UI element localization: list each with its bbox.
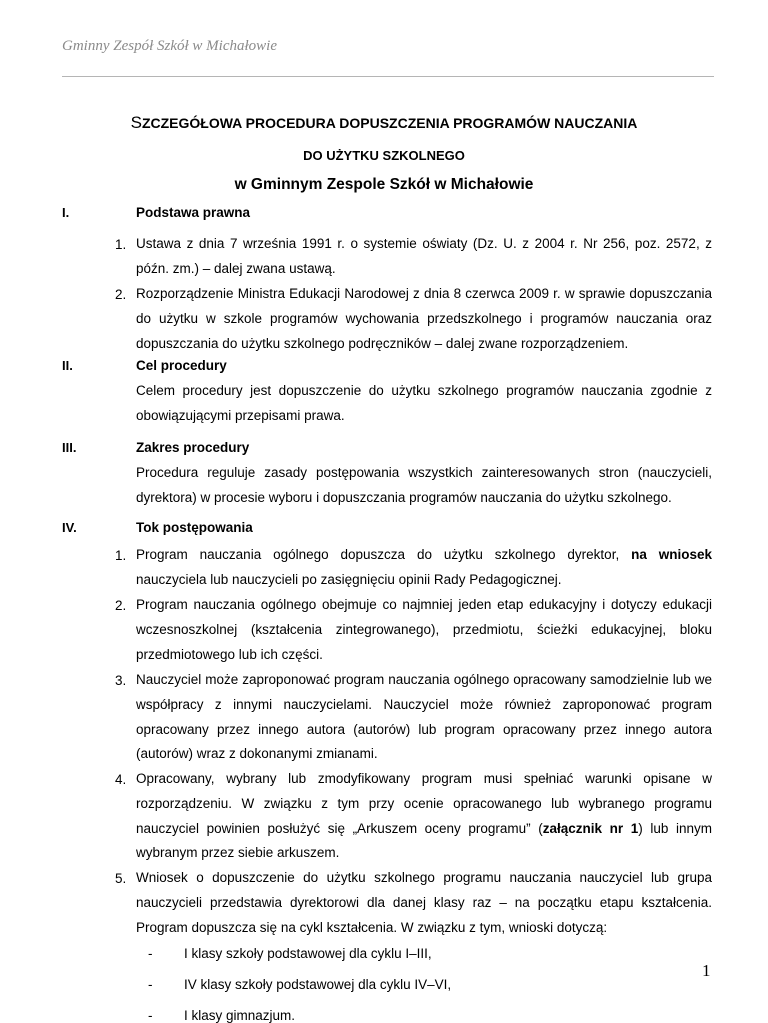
list-item-number: 2. [115, 598, 127, 613]
title-line-1: ZCZEGÓŁOWA PROCEDURA DOPUSZCZENIA PROGRAMÓW NAUCZANIA [141, 115, 638, 131]
sub-list-item: I klasy szkoły podstawowej dla cyklu I–III, [184, 946, 432, 961]
sub-list-bullet: - [148, 977, 153, 992]
list-item-number: 4. [115, 772, 127, 787]
section-number: II. [62, 358, 73, 373]
header-divider [62, 76, 714, 77]
list-item-number: 5. [115, 871, 127, 886]
list-item-text: Ustawa z dnia 7 września 1991 r. o systemie oświaty (Dz. U. z 2004 r. Nr 256, poz. 2572, z późn. zm.) – dalej zwana ustawą. [136, 236, 712, 276]
page-number: 1 [702, 961, 711, 980]
title-initial: S [130, 113, 142, 132]
list-item-text: Nauczyciel może zaproponować program nauczania ogólnego opracowany samodzielnie lub we współpracy z innymi nauczycielami. Nauczyciel może również zaproponować program opracowany przez innego autora (autorów) lub program opracowany przez innego autora (autorów) wraz z dokonanymi zmianami. [136, 672, 712, 762]
sub-list-bullet: - [148, 946, 153, 961]
list-item-number: 3. [115, 673, 127, 688]
list-item-text: Rozporządzenie Ministra Edukacji Narodowej z dnia 8 czerwca 2009 r. w sprawie dopuszczania do użytku w szkole programów wychowania przedszkolnego i programów nauczania oraz dopuszczania do użytku szkolnego podręczników – dalej zwane rozporządzeniem. [136, 286, 712, 351]
list-item-number: 1. [115, 548, 127, 563]
sub-list-item: I klasy gimnazjum. [184, 1008, 296, 1023]
sub-list-bullet: - [148, 1008, 153, 1023]
list-item-number: 1. [115, 237, 127, 252]
section-text: Celem procedury jest dopuszczenie do użytku szkolnego programów nauczania zgodnie z obowiązującymi przepisami prawa. [136, 383, 712, 423]
header-title: Gminny Zespół Szkół w Michałowie [62, 38, 277, 54]
document-title [0, 113, 768, 133]
section-number: I. [62, 205, 70, 220]
list-item-text: Program nauczania ogólnego dopuszcza do użytku szkolnego dyrektor, na wniosek nauczyciela lub nauczycieli po zasięgnięciu opinii Rady Pedagogicznej. [136, 547, 713, 587]
section-number: III. [62, 440, 77, 455]
list-item-text: Wniosek o dopuszczenie do użytku szkolnego programu nauczania nauczyciel lub grupa nauczycieli przedstawia dyrektorowi dla danej klasy raz – na początku etapu kształcenia. Program dopuszcza się na cykl kształcenia. W związku z tym, wnioski dotyczą: [136, 870, 712, 935]
list-item-number: 2. [115, 287, 127, 302]
section-heading: Cel procedury [136, 358, 227, 373]
title-line-3: w Gminnym Zespole Szkół w Michałowie [234, 176, 534, 193]
title-line-2: DO UŻYTKU SZKOLNEGO [303, 148, 465, 163]
section-heading: Podstawa prawna [136, 205, 251, 220]
section-heading: Tok postępowania [136, 520, 253, 535]
section-heading: Zakres procedury [136, 440, 250, 455]
list-item-text: Program nauczania ogólnego obejmuje co najmniej jeden etap edukacyjny i dotyczy edukacji wczesnoszkolnej (kształcenia zintegrowanego), przedmiotu, ścieżki edukacyjnej, bloku przedmiotowego lub ich części. [136, 597, 712, 662]
list-item-text: Opracowany, wybrany lub zmodyfikowany program musi spełniać warunki opisane w rozporządzeniu. W związku z tym przy ocenie opracowanego lub wybranego programu nauczyciel powinien posłużyć się „Arkuszem oceny programu” (załącznik nr 1) lub innym wybranym przez siebie arkuszem. [136, 771, 713, 861]
sub-list-item: IV klasy szkoły podstawowej dla cyklu IV–VI, [184, 977, 452, 992]
section-text: Procedura reguluje zasady postępowania wszystkich zainteresowanych stron (nauczycieli, dyrektora) w procesie wyboru i dopuszczania programów nauczania do użytku szkolnego. [136, 465, 712, 505]
section-number: IV. [62, 520, 77, 535]
